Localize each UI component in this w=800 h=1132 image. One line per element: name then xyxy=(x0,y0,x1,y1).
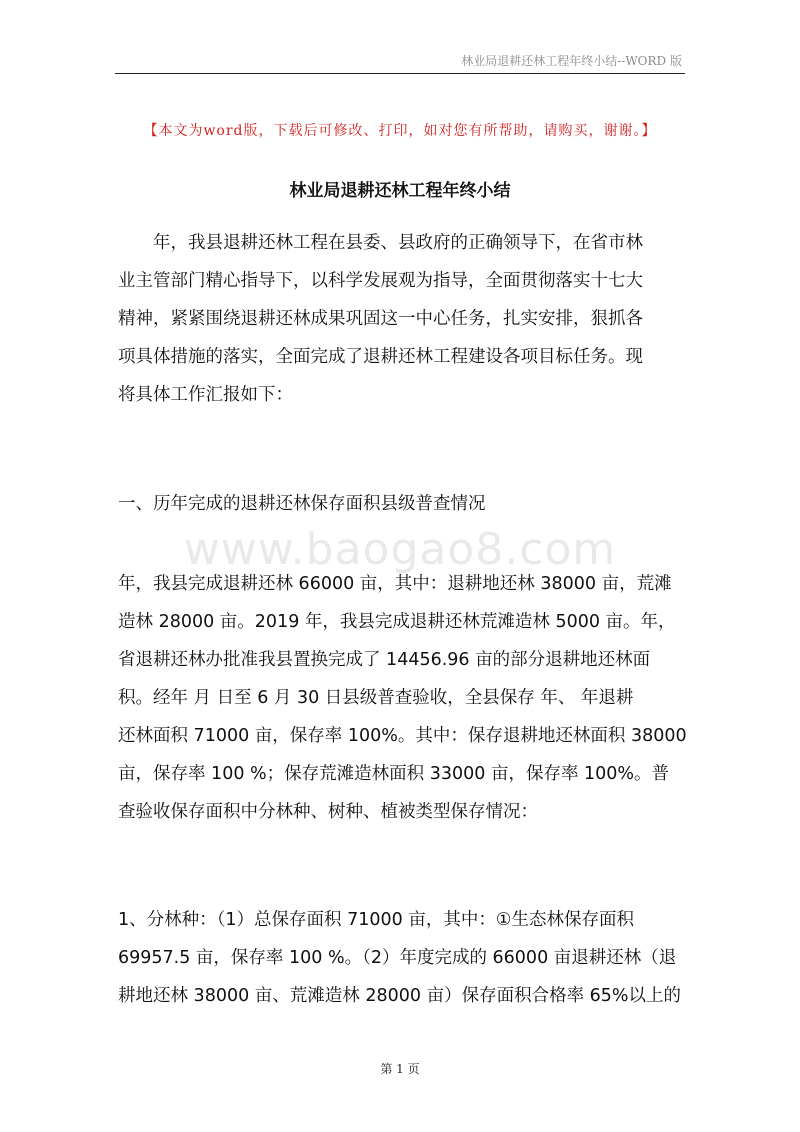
watermark: www.baogao8.com xyxy=(183,524,617,575)
paragraph-line: 还林面积 71000 亩，保存率 100%。其中：保存退耕地还林面积 38000 xyxy=(118,726,687,746)
running-header: 林业局退耕还林工程年终小结--WORD 版 xyxy=(461,54,682,68)
section-heading-text: 一、历年完成的退耕还林保存面积县级普查情况 xyxy=(118,494,486,514)
section-heading xyxy=(118,485,690,523)
intro-paragraph xyxy=(118,224,690,414)
section1-paragraph xyxy=(118,565,690,831)
paragraph-line: 69957.5 亩，保存率 100 %。（2）年度完成的 66000 亩退耕还林（退 xyxy=(118,948,677,968)
paragraph-line: 精神，紧紧围绕退耕还林成果巩固这一中心任务，扎实安排，狠抓各 xyxy=(118,309,643,329)
paragraph-line: 1、分林种：（1）总保存面积 71000 亩，其中：①生态林保存面积 xyxy=(118,910,635,930)
paragraph-line: 将具体工作汇报如下： xyxy=(118,385,293,405)
paragraph-line: 亩，保存率 100 %；保存荒滩造林面积 33000 亩，保存率 100%。普 xyxy=(118,764,670,784)
paragraph-line: 查验收保存面积中分林种、树种、植被类型保存情况： xyxy=(118,802,538,822)
paragraph-line: 耕地还林 38000 亩、荒滩造林 28000 亩）保存面积合格率 65%以上的 xyxy=(118,986,682,1006)
paragraph-line: 积。经年 月 日至 6 月 30 日县级普查验收，全县保存 年、 年退耕 xyxy=(118,688,634,708)
document-title: 林业局退耕还林工程年终小结 xyxy=(289,181,511,201)
paragraph-line: 造林 28000 亩。2019 年，我县完成退耕还林荒滩造林 5000 亩。年， xyxy=(118,612,676,632)
section2-paragraph xyxy=(118,901,690,1015)
header-rule xyxy=(115,73,685,74)
download-notice: 【本文为word版，下载后可修改、打印，如对您有所帮助，请购买，谢谢。】 xyxy=(143,123,657,139)
paragraph-line: 业主管部门精心指导下，以科学发展观为指导，全面贯彻落实十七大 xyxy=(118,271,643,291)
paragraph-line: 年，我县完成退耕还林 66000 亩，其中：退耕地还林 38000 亩，荒滩 xyxy=(118,574,672,594)
paragraph-line: 年，我县退耕还林工程在县委、县政府的正确领导下，在省市林 xyxy=(118,233,643,253)
paragraph-line: 项具体措施的落实，全面完成了退耕还林工程建设各项目标任务。现 xyxy=(118,347,643,367)
page-number: 第 1 页 xyxy=(380,1062,420,1076)
paragraph-line: 省退耕还林办批准我县置换完成了 14456.96 亩的部分退耕地还林面 xyxy=(118,650,651,670)
